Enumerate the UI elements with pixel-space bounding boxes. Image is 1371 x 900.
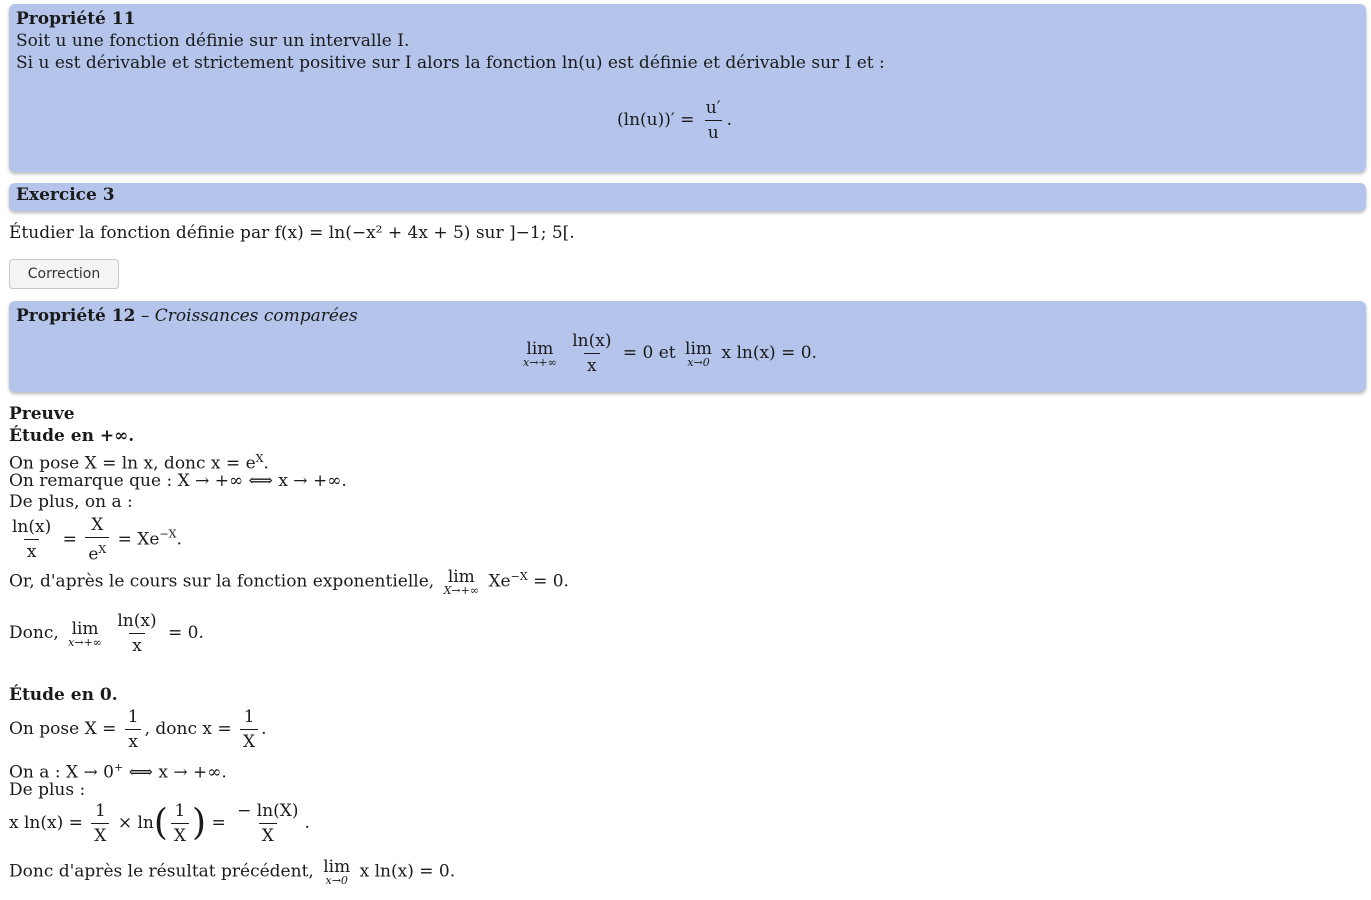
numerator: ln(x) (117, 611, 157, 631)
numerator: 1 (174, 801, 186, 821)
text-end: ⟺ x → +∞. (128, 762, 227, 783)
superscript: X (98, 543, 107, 556)
close-paren: ) (192, 802, 207, 844)
limit (68, 620, 102, 648)
superscript: X (255, 452, 264, 465)
proof-line-donc (9, 609, 204, 658)
property-11-line-2: Si u est dérivable et strictement positive sur I alors la fonction ln(u) est définie et dérivable sur I et : (16, 53, 885, 73)
equals: = (211, 813, 226, 833)
property-12-formula (519, 329, 817, 378)
proof-line-remark: On remarque que : X → +∞ ⟺ x → +∞. (9, 471, 347, 491)
fraction-1 (569, 329, 614, 378)
denominator: x (24, 539, 40, 564)
denominator: X (259, 823, 277, 848)
proof-line-conclusion (9, 858, 455, 886)
text-end: = 0. (533, 571, 569, 592)
text: Or, d'après le cours sur la fonction exponentielle, (9, 571, 435, 592)
text: = Xe (117, 529, 160, 550)
property-12-subtitle: Croissances comparées (154, 306, 358, 326)
property-12-box (9, 301, 1366, 392)
lim-word: lim (685, 338, 713, 359)
exercise-3-box (9, 183, 1366, 211)
lim-subscript: x→0 (687, 355, 710, 369)
text: × ln (117, 813, 154, 833)
fraction (9, 515, 54, 564)
numerator: ln(x) (12, 517, 52, 538)
fraction (125, 705, 142, 754)
fraction (114, 609, 159, 658)
lim-subscript: x→+∞ (68, 635, 102, 649)
text-end: . (263, 453, 269, 474)
numerator: X (91, 515, 104, 535)
exercise-3-title: Exercice 3 (16, 185, 115, 205)
formula-end: x ln(x) = 0. (721, 343, 817, 363)
formula-mid: = 0 et (622, 343, 676, 363)
limit-1 (523, 340, 557, 368)
limit (323, 858, 350, 886)
property-11-line-1: Soit u une fonction définie sur un intervalle I. (16, 31, 410, 51)
formula-fraction (703, 96, 724, 145)
correction-button[interactable]: Correction (9, 259, 119, 289)
text: On pose X = ln x, donc x = e (9, 453, 256, 474)
property-12-dash: – (135, 306, 155, 326)
formula-end: . (726, 110, 732, 130)
lim-word: lim (71, 618, 99, 639)
superscript: −X (159, 527, 177, 541)
numerator: − ln(X) (237, 801, 299, 821)
proof-formula-2 (9, 799, 310, 848)
proof-formula-1 (6, 513, 182, 567)
proof-line-pose-2 (9, 705, 267, 754)
numerator: 1 (94, 801, 106, 821)
property-12-title: Propriété 12 (16, 306, 136, 326)
text: x ln(x) = (9, 813, 83, 833)
lim-word: lim (323, 857, 351, 877)
limit-2 (685, 340, 712, 368)
denominator: X (91, 823, 109, 848)
superscript: −X (510, 569, 528, 583)
superscript: + (113, 761, 124, 774)
proof-line-deplus-2: De plus : (9, 780, 86, 800)
part-1-title: Étude en +∞. (9, 426, 135, 446)
text: e (88, 544, 99, 565)
denominator: X (171, 823, 189, 848)
property-11-formula (617, 96, 732, 145)
equals: = (62, 529, 77, 550)
fraction (85, 513, 109, 567)
fraction (240, 705, 258, 754)
denominator: X (240, 729, 258, 754)
fraction (171, 799, 189, 848)
text: Xe (488, 571, 511, 592)
fraction (91, 799, 109, 848)
formula-denominator: u (705, 120, 722, 145)
lim-subscript: X→+∞ (443, 584, 480, 597)
lim-word: lim (526, 338, 554, 359)
text-end: = 0. (168, 623, 204, 643)
frac-denominator: x (584, 353, 600, 378)
numerator: 1 (243, 707, 255, 727)
frac-numerator: ln(x) (572, 331, 612, 351)
part-2-title: Étude en 0. (9, 685, 118, 705)
lim-word: lim (447, 567, 475, 587)
denominator: x (129, 633, 145, 658)
open-paren: ( (153, 802, 168, 844)
proof-line-exp (9, 568, 569, 596)
text-end: . (304, 813, 310, 833)
text-end: . (261, 719, 267, 739)
text: Donc, (9, 623, 59, 643)
text: Donc d'après le résultat précédent, (9, 861, 314, 882)
text: On pose X = (9, 719, 117, 739)
lim-subscript: x→+∞ (523, 355, 557, 369)
property-11-title: Propriété 11 (16, 9, 136, 29)
formula-numerator: u′ (705, 98, 721, 118)
proof-title: Preuve (9, 404, 75, 424)
limit (444, 568, 479, 596)
proof-line-deplus: De plus, on a : (9, 492, 133, 512)
property-12-heading (16, 305, 1359, 327)
lim-subscript: x→0 (325, 874, 348, 887)
denominator: x (125, 729, 141, 754)
property-11-box (9, 4, 1366, 172)
dot: . (176, 529, 182, 550)
formula-lhs: (ln(u))′ = (617, 110, 695, 130)
exercise-3-statement: Étudier la fonction définie par f(x) = ln(−x² + 4x + 5) sur ]−1; 5[. (9, 223, 575, 243)
denominator (85, 537, 109, 567)
text-end: x ln(x) = 0. (359, 861, 456, 882)
fraction (234, 799, 301, 848)
text: , donc x = (144, 719, 232, 739)
numerator: 1 (127, 707, 139, 727)
text: On a : X → 0 (9, 762, 114, 783)
